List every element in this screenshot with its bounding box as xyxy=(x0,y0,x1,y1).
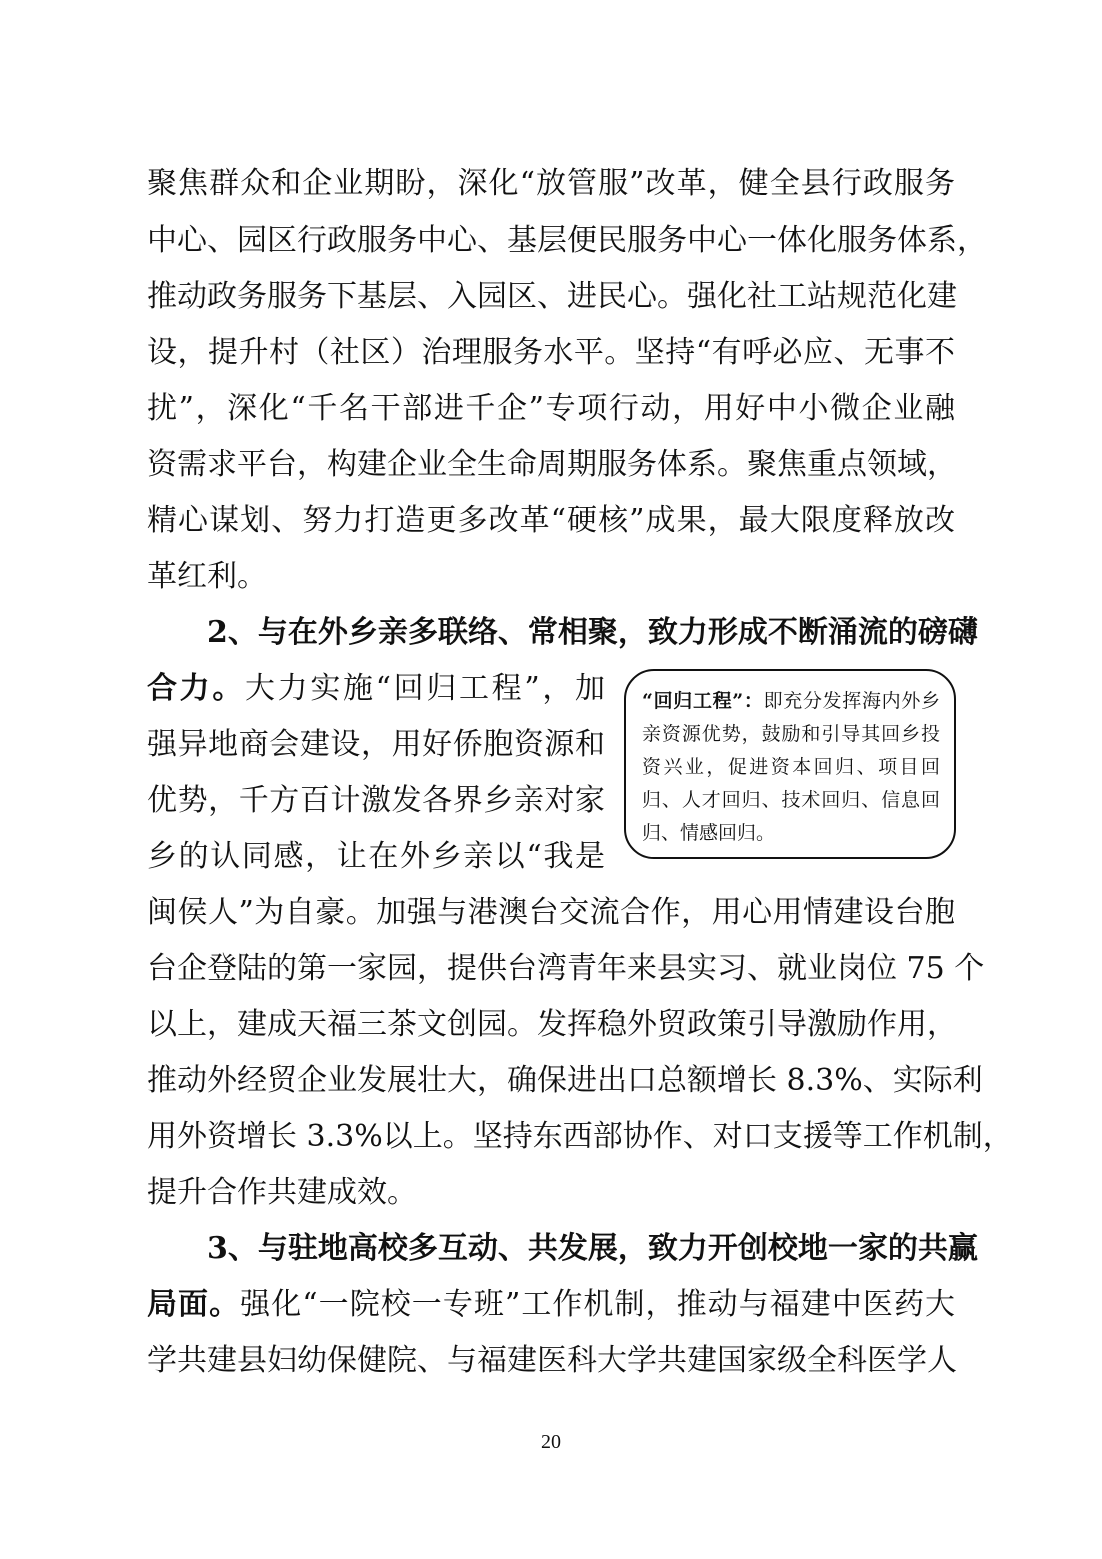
section-3-heading-end: 局面。 xyxy=(147,1287,241,1322)
callout-box xyxy=(624,669,956,859)
paragraph-line: 推动政务服务下基层、入园区、进民心。强化社工站规范化建 xyxy=(147,279,957,314)
section-2-heading: 2、与在外乡亲多联络、常相聚，致力形成不断涌流的磅礴 xyxy=(207,615,978,650)
callout-term: “回归工程”： xyxy=(642,690,764,712)
callout-text: 即充分发挥海内外乡亲资源优势，鼓励和引导其回乡投资兴业，促进资本回归、项目回归、人才回归、技术回归、信息回归、情感回归。 xyxy=(642,690,940,844)
paragraph-line: 闽侯人”为自豪。加强与港澳台交流合作，用心用情建设台胞 xyxy=(147,895,955,930)
paragraph-line: 推动外经贸企业发展壮大，确保进出口总额增长 8.3%、实际利 xyxy=(147,1063,983,1098)
paragraph-line: 优势，千方百计激发各界乡亲对家 xyxy=(147,783,605,818)
paragraph-line: 革红利。 xyxy=(147,559,267,594)
paragraph-line: 资需求平台，构建企业全生命周期服务体系。聚焦重点领域， xyxy=(147,447,957,482)
paragraph-line: 设，提升村（社区）治理服务水平。坚持“有呼必应、无事不 xyxy=(147,335,955,370)
paragraph-line: 学共建县妇幼保健院、与福建医科大学共建国家级全科医学人 xyxy=(147,1343,957,1378)
page-number: 20 xyxy=(541,1431,561,1453)
paragraph-line: 乡的认同感，让在外乡亲以“我是 xyxy=(147,839,605,874)
paragraph-line: 聚焦群众和企业期盼，深化“放管服”改革，健全县行政服务 xyxy=(147,166,955,201)
section-3-line xyxy=(147,1281,955,1329)
section-2-heading-end: 合力。 xyxy=(147,671,245,706)
paragraph-line: 强异地商会建设，用好侨胞资源和 xyxy=(147,727,605,762)
section-3-heading: 3、与驻地高校多互动、共发展，致力开创校地一家的共赢 xyxy=(207,1231,978,1266)
paragraph-line: 以上，建成天福三茶文创园。发挥稳外贸政策引导激励作用， xyxy=(147,1007,957,1042)
paragraph-line: 扰”，深化“千名干部进千企”专项行动，用好中小微企业融 xyxy=(147,391,955,426)
paragraph-line: 中心、园区行政服务中心、基层便民服务中心一体化服务体系， xyxy=(147,223,987,258)
paragraph-line: 精心谋划、努力打造更多改革“硬核”成果，最大限度释放改 xyxy=(147,503,955,538)
paragraph-line: 提升合作共建成效。 xyxy=(147,1175,417,1210)
paragraph-line: 台企登陆的第一家园，提供台湾青年来县实习、就业岗位 75 个 xyxy=(147,951,985,986)
section-2-text: 大力实施“回归工程”，加 xyxy=(245,671,605,706)
paragraph-line: 用外资增长 3.3%以上。坚持东西部协作、对口支援等工作机制， xyxy=(147,1119,1013,1154)
section-3-text: 强化“一院校一专班”工作机制，推动与福建中医药大 xyxy=(240,1287,955,1322)
section-2-line xyxy=(147,665,605,713)
